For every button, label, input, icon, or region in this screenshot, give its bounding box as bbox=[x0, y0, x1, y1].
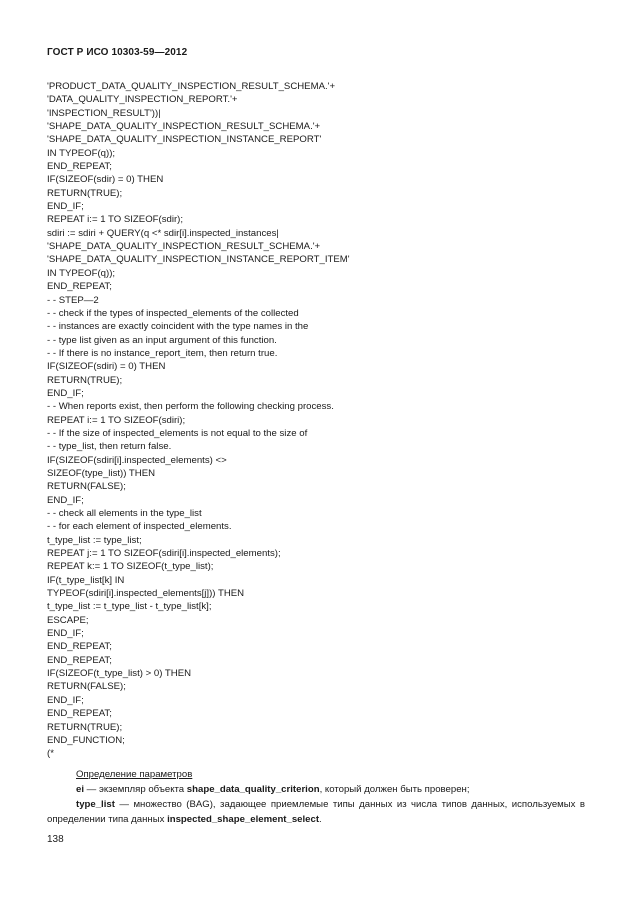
parameter-ei-text-1: — экземпляр объекта bbox=[84, 784, 187, 795]
code-line: REPEAT j:= 1 TO SIZEOF(sdiri[i].inspected_elements); bbox=[47, 548, 281, 560]
code-line: SIZEOF(type_list)) THEN bbox=[47, 467, 156, 479]
parameter-ei-name: ei bbox=[76, 784, 85, 795]
code-line: - - check all elements in the type_list bbox=[47, 508, 202, 519]
code-line: RETURN(TRUE); bbox=[47, 374, 123, 386]
code-line: END_REPEAT; bbox=[47, 708, 112, 720]
code-line: RETURN(TRUE); bbox=[47, 187, 123, 199]
code-line: RETURN(TRUE); bbox=[47, 721, 123, 733]
parameter-type-list-text-1: — множество (BAG), задающее приемлемые типы данных из числа типов данных, используемых в определении типа данных bbox=[47, 799, 585, 825]
code-line: IF(SIZEOF(sdiri) = 0) THEN bbox=[47, 361, 166, 373]
code-line: - - When reports exist, then perform the following checking process. bbox=[47, 401, 334, 413]
code-line: IF(SIZEOF(t_type_list) > 0) THEN bbox=[47, 668, 192, 680]
code-line: 'SHAPE_DATA_QUALITY_INSPECTION_RESULT_SCHEMA.'+ bbox=[47, 121, 321, 133]
page-number: 138 bbox=[47, 834, 64, 845]
code-line: END_IF; bbox=[47, 387, 84, 399]
code-line: END_IF; bbox=[47, 494, 84, 506]
code-line: 'PRODUCT_DATA_QUALITY_INSPECTION_RESULT_SCHEMA.'+ bbox=[47, 81, 336, 92]
standard-designation: ГОСТ Р ИСО 10303-59—2012 bbox=[47, 47, 188, 58]
parameter-definitions bbox=[47, 767, 585, 827]
code-line: IF(SIZEOF(sdir) = 0) THEN bbox=[47, 174, 164, 186]
code-line: END_REPEAT; bbox=[47, 281, 112, 293]
code-line: - - for each element of inspected_elements. bbox=[47, 521, 232, 533]
code-line: - - STEP—2 bbox=[47, 294, 99, 306]
code-line: sdiri := sdiri + QUERY(q <* sdir[i].inspected_instances| bbox=[47, 227, 279, 239]
parameter-definitions-title: Определение параметров bbox=[76, 769, 193, 780]
code-line: RETURN(FALSE); bbox=[47, 481, 126, 493]
code-line: 'INSPECTION_RESULT'))| bbox=[47, 107, 161, 119]
code-line: END_REPEAT; bbox=[47, 654, 112, 666]
code-line: ESCAPE; bbox=[47, 614, 89, 626]
code-line: REPEAT k:= 1 TO SIZEOF(t_type_list); bbox=[47, 561, 214, 573]
code-line: IN TYPEOF(q)); bbox=[47, 267, 116, 279]
code-line: TYPEOF(sdiri[i].inspected_elements[j])) THEN bbox=[47, 588, 245, 600]
code-line: END_IF; bbox=[47, 628, 84, 640]
parameter-ei-entity: shape_data_quality_criterion bbox=[186, 784, 320, 795]
code-line: - - type_list, then return false. bbox=[47, 441, 172, 453]
code-line: END_FUNCTION; bbox=[47, 734, 125, 746]
parameter-ei bbox=[47, 782, 585, 797]
code-line: (* bbox=[47, 748, 54, 760]
parameter-type-list-name: type_list bbox=[76, 799, 115, 810]
code-line: IN TYPEOF(q)); bbox=[47, 147, 116, 159]
parameter-type-list bbox=[47, 797, 585, 827]
code-line: REPEAT i:= 1 TO SIZEOF(sdiri); bbox=[47, 414, 186, 426]
code-line: 'SHAPE_DATA_QUALITY_INSPECTION_RESULT_SCHEMA.'+ bbox=[47, 241, 321, 253]
code-line: END_IF; bbox=[47, 201, 84, 213]
express-code-listing bbox=[47, 80, 597, 761]
code-line: t_type_list := t_type_list - t_type_list[k]; bbox=[47, 601, 212, 613]
code-line: END_REPEAT; bbox=[47, 161, 112, 173]
code-line: IF(t_type_list[k] IN bbox=[47, 574, 125, 586]
code-line: - - If there is no instance_report_item, then return true. bbox=[47, 347, 278, 359]
parameter-ei-text-2: , который должен быть проверен; bbox=[319, 784, 470, 795]
code-line: REPEAT i:= 1 TO SIZEOF(sdir); bbox=[47, 214, 184, 226]
document-header bbox=[47, 47, 187, 58]
code-line: - - instances are exactly coincident with the type names in the bbox=[47, 321, 309, 333]
code-line: t_type_list := type_list; bbox=[47, 534, 142, 546]
parameter-type-list-entity: inspected_shape_element_select bbox=[167, 814, 320, 825]
code-line: - - If the size of inspected_elements is not equal to the size of bbox=[47, 427, 308, 439]
code-line: 'SHAPE_DATA_QUALITY_INSPECTION_INSTANCE_REPORT_ITEM' bbox=[47, 254, 350, 266]
code-line: 'SHAPE_DATA_QUALITY_INSPECTION_INSTANCE_REPORT' bbox=[47, 134, 322, 146]
code-line: END_REPEAT; bbox=[47, 641, 112, 653]
code-line: 'DATA_QUALITY_INSPECTION_REPORT.'+ bbox=[47, 94, 238, 106]
code-line: RETURN(FALSE); bbox=[47, 681, 126, 693]
code-line: END_IF; bbox=[47, 694, 84, 706]
code-line: - - check if the types of inspected_elements of the collected bbox=[47, 307, 299, 319]
code-line: IF(SIZEOF(sdiri[i].inspected_elements) <> bbox=[47, 454, 227, 466]
parameter-type-list-text-2: . bbox=[319, 814, 322, 825]
code-line: - - type list given as an input argument of this function. bbox=[47, 334, 277, 346]
